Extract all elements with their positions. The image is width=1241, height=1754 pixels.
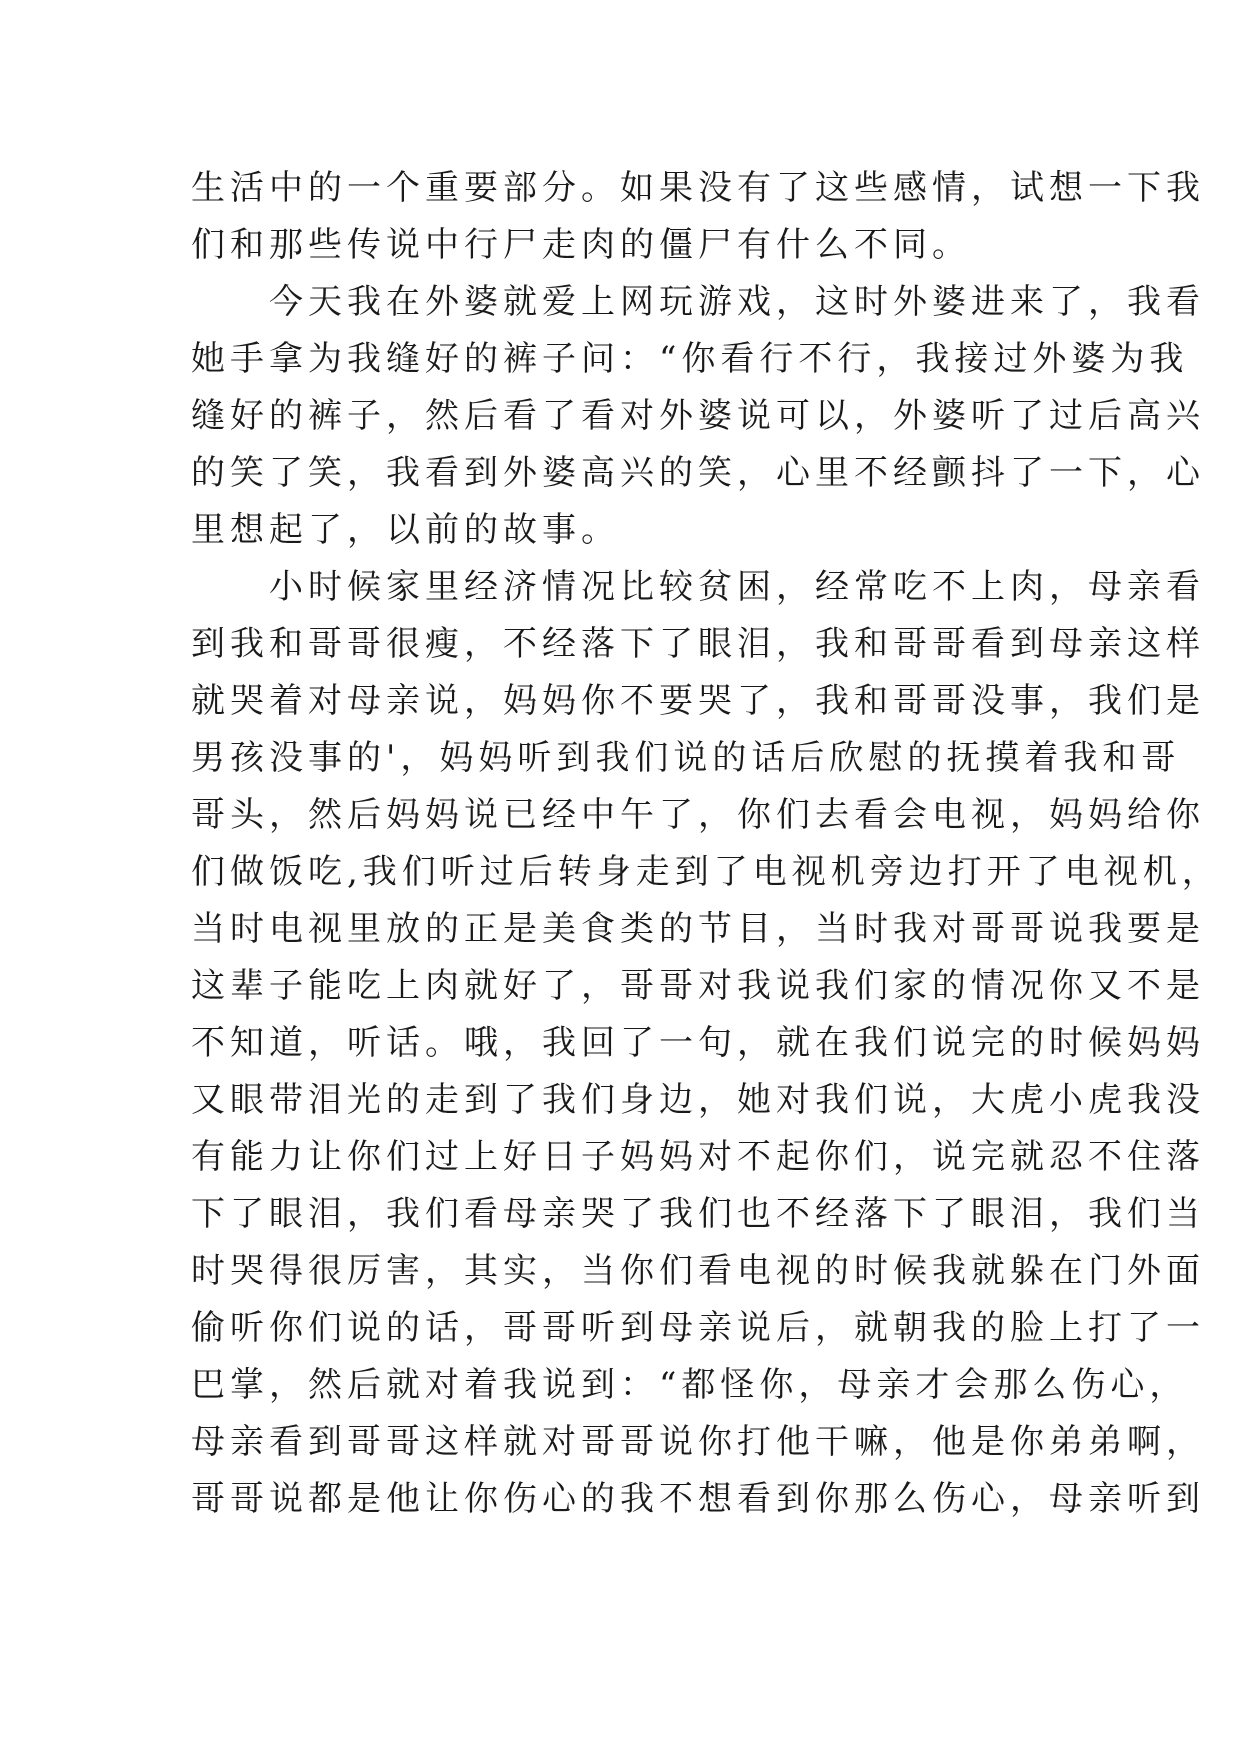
text-line: 们做饭吃,我们听过后转身走到了电视机旁边打开了电视机， [191,852,1221,892]
text-line: 时哭得很厉害，其实，当你们看电视的时候我就躲在门外面 [191,1251,1205,1291]
text-line: 男孩没事的'，妈妈听到我们说的话后欣慰的抚摸着我和哥 [191,738,1181,778]
text-line: 又眼带泪光的走到了我们身边，她对我们说，大虎小虎我没 [191,1080,1205,1120]
body-text [191,160,1221,1528]
text-line: 到我和哥哥很瘦，不经落下了眼泪，我和哥哥看到母亲这样 [191,624,1205,664]
text-line: 偷听你们说的话，哥哥听到母亲说后，就朝我的脸上打了一 [191,1308,1205,1348]
text-line: 缝好的裤子，然后看了看对外婆说可以，外婆听了过后高兴 [191,396,1205,436]
text-line: 有能力让你们过上好日子妈妈对不起你们，说完就忍不住落 [191,1137,1205,1177]
text-line: 就哭着对母亲说，妈妈你不要哭了，我和哥哥没事，我们是 [191,681,1205,721]
paragraph-first-line: 今天我在外婆就爱上网玩游戏，这时外婆进来了，我看 [269,282,1205,322]
text-line: 当时电视里放的正是美食类的节目，当时我对哥哥说我要是 [191,909,1205,949]
text-line: 不知道，听话。哦，我回了一句，就在我们说完的时候妈妈 [191,1023,1205,1063]
text-line: 这辈子能吃上肉就好了，哥哥对我说我们家的情况你又不是 [191,966,1205,1006]
text-line: 生活中的一个重要部分。如果没有了这些感情，试想一下我 [191,168,1205,208]
text-line: 的笑了笑，我看到外婆高兴的笑，心里不经颤抖了一下，心 [191,453,1205,493]
text-line: 下了眼泪，我们看母亲哭了我们也不经落下了眼泪，我们当 [191,1194,1205,1234]
text-line: 她手拿为我缝好的裤子问：“你看行不行，我接过外婆为我 [191,339,1189,379]
text-line: 们和那些传说中行尸走肉的僵尸有什么不同。 [191,225,971,265]
text-line: 巴掌，然后就对着我说到：“都怪你，母亲才会那么伤心， [191,1365,1189,1405]
paragraph-first-line: 小时候家里经济情况比较贫困，经常吃不上肉，母亲看 [269,567,1205,607]
text-line: 哥哥说都是他让你伤心的我不想看到你那么伤心，母亲听到 [191,1479,1205,1519]
text-line: 哥头，然后妈妈说已经中午了，你们去看会电视，妈妈给你 [191,795,1205,835]
text-line: 母亲看到哥哥这样就对哥哥说你打他干嘛，他是你弟弟啊， [191,1422,1205,1462]
text-line: 里想起了，以前的故事。 [191,510,620,550]
